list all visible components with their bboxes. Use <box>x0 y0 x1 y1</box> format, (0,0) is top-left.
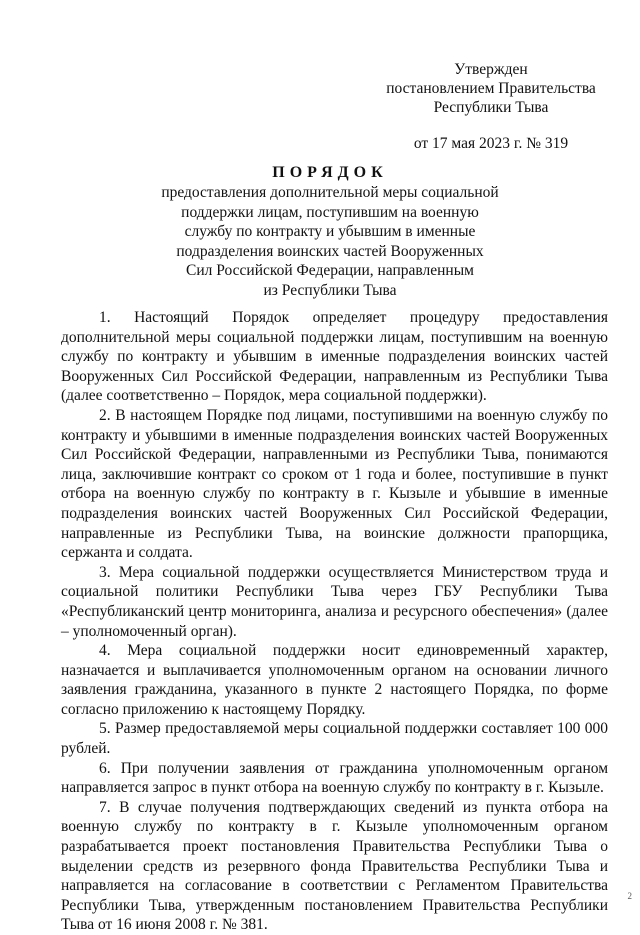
document-subtitle <box>0 183 640 300</box>
document-body <box>61 308 608 935</box>
paragraph: 5. Размер предоставляемой меры социальной поддержки составляет 100 000 рублей. <box>61 720 608 758</box>
approval-block <box>376 60 606 153</box>
subtitle-line: Сил Российской Федерации, направленным <box>186 262 474 279</box>
page-number: 2 <box>627 891 632 901</box>
subtitle-line: из Республики Тыва <box>263 281 397 299</box>
paragraph: 7. В случае получения подтверждающих сведений из пункта отбора на военную службу по контракту в г. Кызыле уполномоченным органом разрабатывается проект постановления Правительства Республики Тыва о выделении средств из резервного фонда Правительства Республики Тыва и направляется на согласование в соответствии с Регламентом Правительства Республики Тыва, утвержденным постановлением Правительства Республики Тыва от 16 июня 2008 г. № 381. <box>61 798 608 934</box>
paragraph: 1. Настоящий Порядок определяет процедуру предоставления дополнительной меры социальной поддержки лицам, поступившим на военную службу по контракту и убывшим в именные подразделения воинских частей Вооруженных Сил Российской Федерации, направленным из Республики Тыва (далее соответственно – Порядок, мера социальной поддержки). <box>61 309 608 405</box>
approval-line: Республики Тыва <box>433 99 549 116</box>
approval-date: от 17 мая 2023 г. № 319 <box>413 135 569 152</box>
paragraph: 6. При получении заявления от гражданина уполномоченным органом направляется запрос в пункт отбора на военную службу по контракту в г. Кызыле. <box>61 759 608 797</box>
approval-line: Утвержден <box>454 61 528 78</box>
paragraph: 4. Мера социальной поддержки носит единовременный характер, назначается и выплачивается уполномоченным органом на основании личного заявления гражданина, указанного в пункте 2 настоящего Порядка, по форме согласно приложению к настоящему Порядку. <box>61 642 608 718</box>
subtitle-line: предоставления дополнительной меры социальной <box>161 184 499 201</box>
subtitle-line: службу по контракту и убывшим в именные <box>184 223 476 240</box>
paragraph: 3. Мера социальной поддержки осуществляется Министерством труда и социальной политики Республики Тыва через ГБУ Республики Тыва «Республиканский центр мониторинга, анализа и ресурсного обеспечения» (далее – уполномоченный орган). <box>61 563 608 640</box>
subtitle-line: поддержки лицам, поступившим на военную <box>181 203 479 221</box>
document-title: ПОРЯДОК <box>272 164 388 181</box>
paragraph: 2. В настоящем Порядке под лицами, поступившими на военную службу по контракту и убывшими в именные подразделения воинских частей Вооруженных Сил Российской Федерации, направленными из Республики Тыва, понимаются лица, заключившие контракт со сроком от 1 года и более, поступившие в пункт отбора на военную службу по контракту в г. Кызыле и убывшие в именные подразделения воинских частей Вооруженных Сил Российской Федерации, направленные из Республики Тыва, на воинские должности прапорщика, сержанта и солдата. <box>61 406 608 562</box>
subtitle-line: подразделения воинских частей Вооруженных <box>176 242 484 260</box>
approval-line: постановлением Правительства <box>386 80 596 97</box>
